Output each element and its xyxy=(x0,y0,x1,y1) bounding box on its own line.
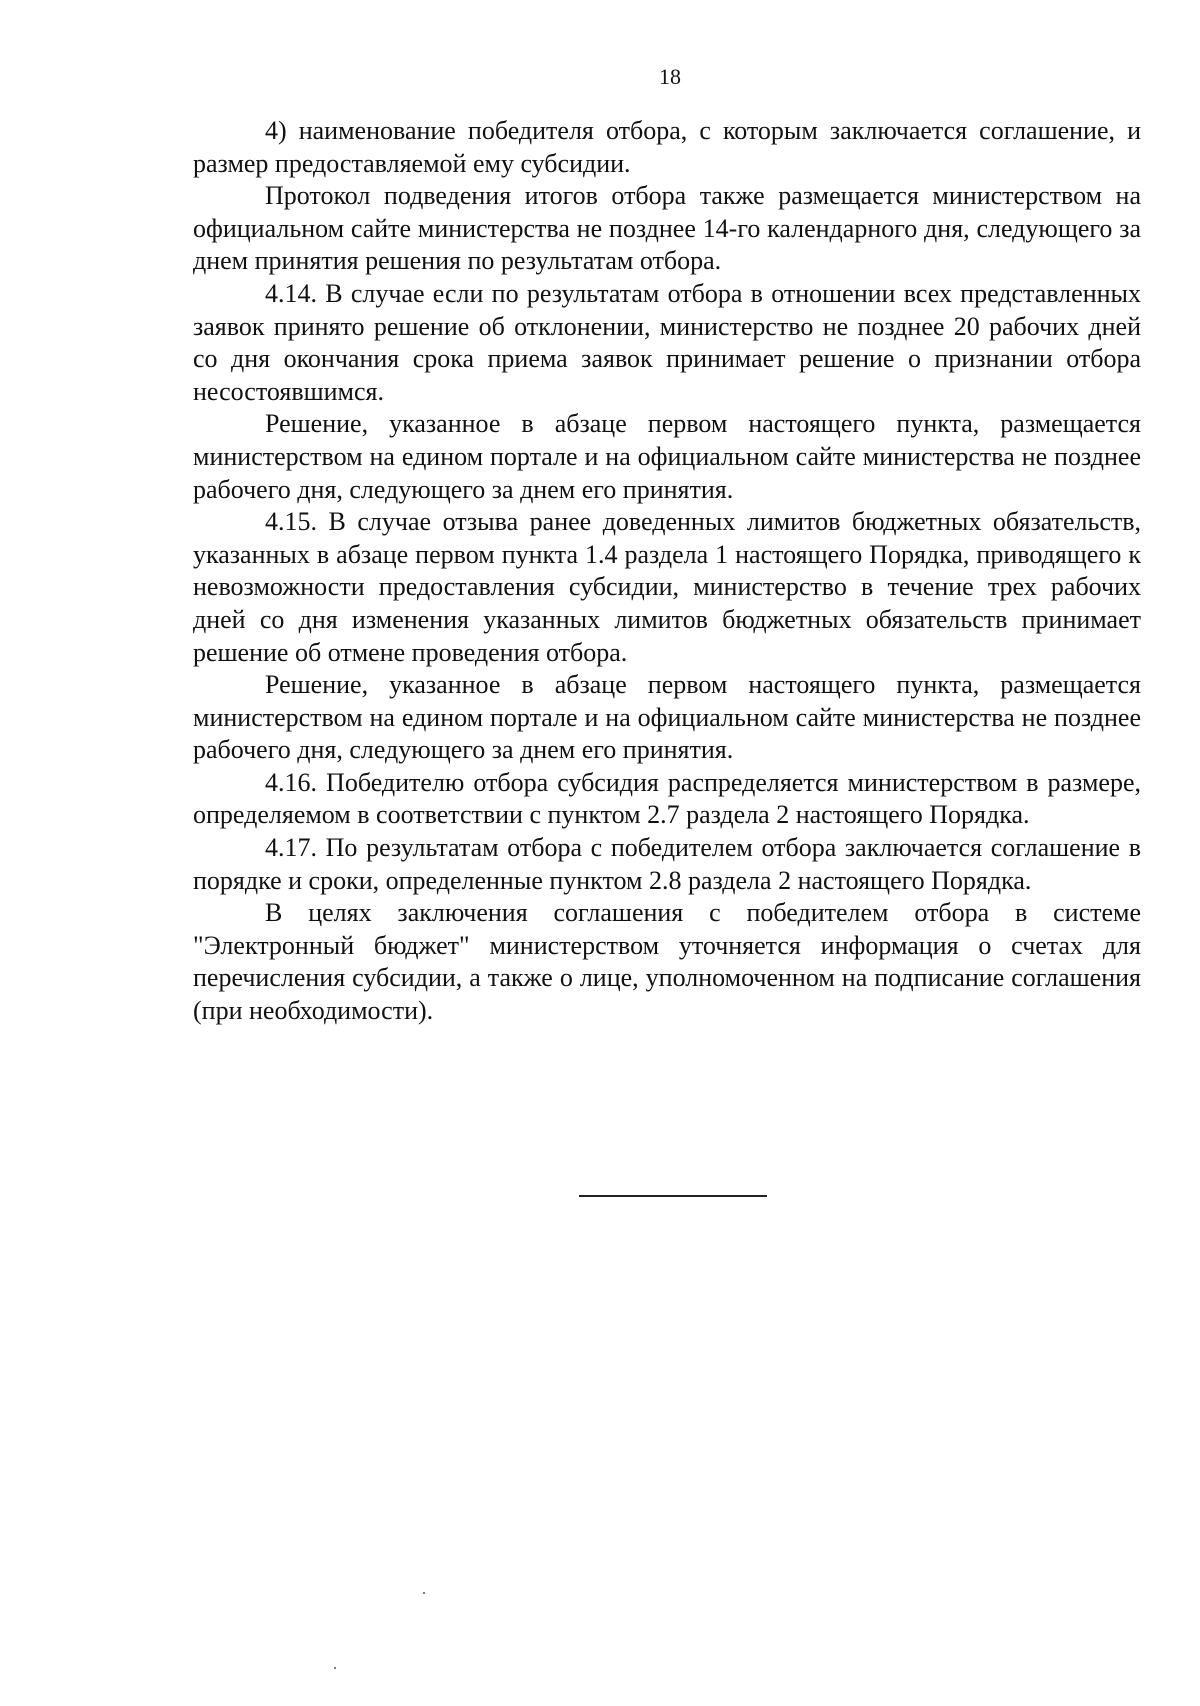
paragraph-protocol: Протокол подведения итогов отбора также размещается министерством на официальном сайте министерства не позднее 14-го календарного дня, следующего за днем принятия решения по результатам отбора. xyxy=(193,181,1141,276)
document-body xyxy=(193,115,1141,1028)
paragraph-4-14: 4.14. В случае если по результатам отбора в отношении всех представленных заявок принято решение об отклонении, министерство не позднее 20 рабочих дней со дня окончания срока приема заявок принимает решение о признании отбора несостоявшимся. xyxy=(193,278,1141,406)
scan-speck xyxy=(334,1667,336,1669)
scan-speck xyxy=(423,1592,425,1594)
paragraph-4-15-decision: Решение, указанное в абзаце первом настоящего пункта, размещается министерством на едином портале и на официальном сайте министерства не позднее рабочего дня, следующего за днем его принятия. xyxy=(193,670,1141,765)
paragraph-item-4: 4) наименование победителя отбора, с которым заключается соглашение, и размер предоставляемой ему субсидии. xyxy=(193,116,1141,178)
paragraph-4-16: 4.16. Победителю отбора субсидия распределяется министерством в размере, определяемом в соответствии с пунктом 2.7 раздела 2 настоящего Порядка. xyxy=(193,767,1141,830)
paragraph-4-14-decision: Решение, указанное в абзаце первом настоящего пункта, размещается министерством на едином портале и на официальном сайте министерства не позднее рабочего дня, следующего за днем его принятия. xyxy=(193,409,1141,504)
end-separator-line xyxy=(579,1195,767,1197)
paragraph-4-17: 4.17. По результатам отбора с победителем отбора заключается соглашение в порядке и сроки, определенные пунктом 2.8 раздела 2 настоящего Порядка. xyxy=(193,833,1141,895)
page-number: 18 xyxy=(659,64,681,89)
paragraph-electronic-budget: В целях заключения соглашения с победителем отбора в системе "Электронный бюджет" министерством уточняется информация о счетах для перечисления субсидии, а также о лице, уполномоченном на подписание соглашения (при необходимости). xyxy=(193,898,1141,1026)
paragraph-4-15: 4.15. В случае отзыва ранее доведенных лимитов бюджетных обязательств, указанных в абзаце первом пункта 1.4 раздела 1 настоящего Порядка, приводящего к невозможности предоставления субсидии, министерство в течение трех рабочих дней со дня изменения указанных лимитов бюджетных обязательств принимает решение об отмене проведения отбора. xyxy=(193,507,1141,667)
